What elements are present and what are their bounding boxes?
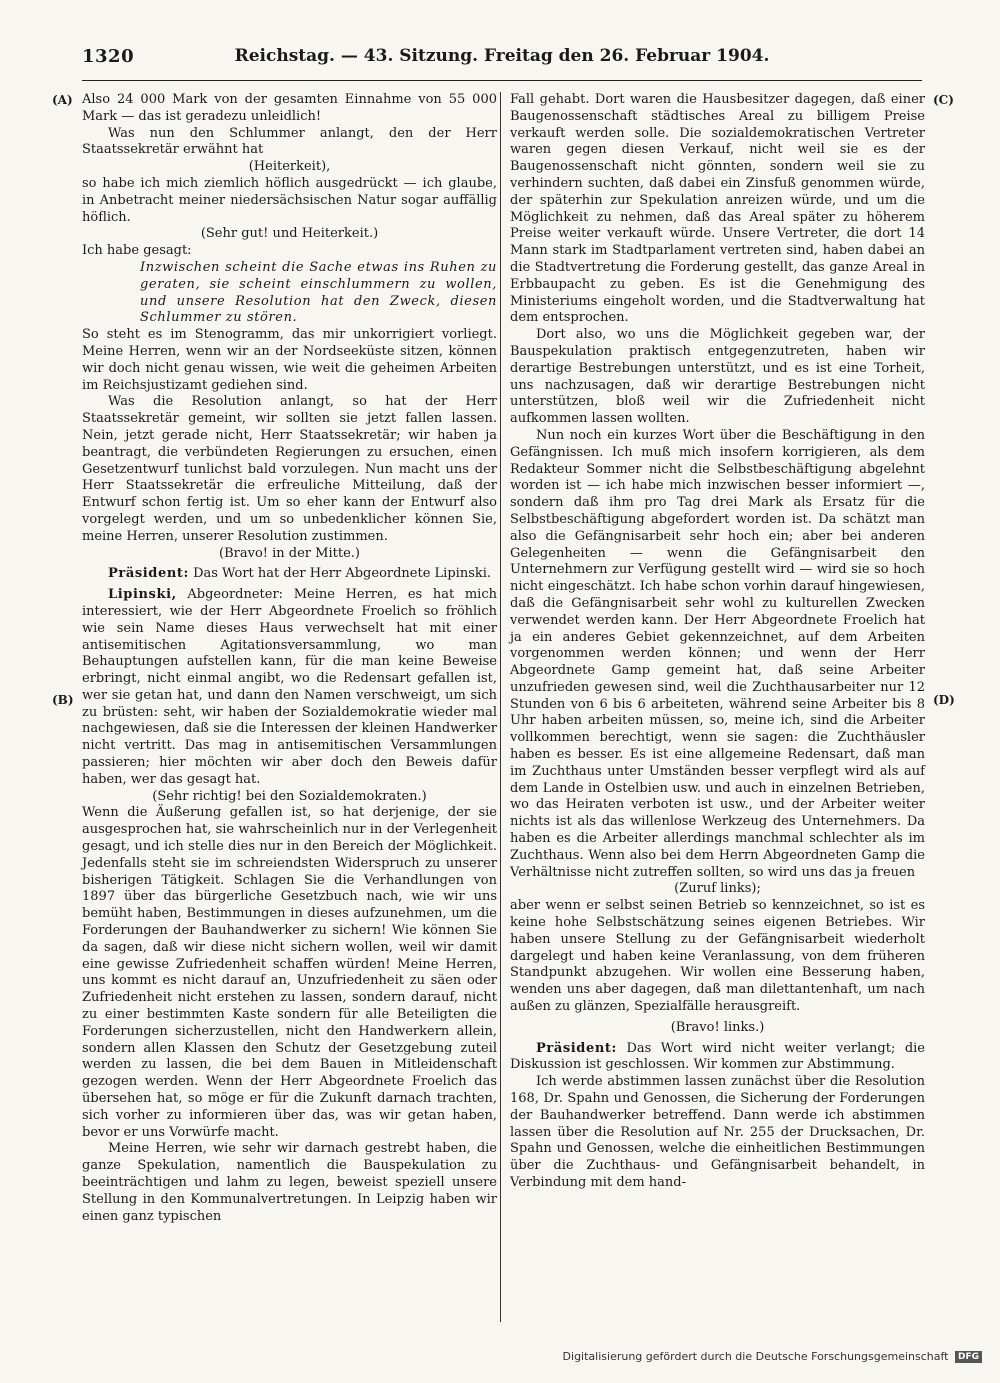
speaker-name: Präsident: (536, 1040, 617, 1056)
speech-text: Das Wort wird nicht weiter verlangt; die Diskussion ist geschlossen. Wir kommen zur Abstimmung. (510, 1040, 926, 1073)
paragraph: Wenn die Äußerung gefallen ist, so hat derjenige, der sie ausgesprochen hat, sie wahrscheinlich nur in der Verlegenheit gesagt, und ich stelle dies nur in den Bereich der Möglichkeit. Jedenfalls steht sie im schreiendsten Widerspruch zu unserer bisherigen Tätigkeit. Schlagen Sie die Verhandlungen von 1897 über das bürgerliche Gesetzbuch nach, wie wir uns bemüht haben, Bestimmungen in dieses aufzunehmen, um die Forderungen der Bauhandwerker zu sichern! Wie können Sie da sagen, daß wir diese nicht sichern wollen, weil wir damit eine gewisse Zufriedenheit schaffen würden! Meine Herren, uns kommt es nicht darauf an, Unzufriedenheit zu säen oder Zufriedenheit nicht erstehen zu lassen, sondern darauf, nicht zu einer bestimmten Kaste sondern für alle Beteiligten die Forderungen sicherzustellen, nicht den Handwerkern allein, sondern allen Klassen den Schutz der Gesetzgebung zuteil werden zu lassen, die bei dem Bauen in Mitleidenschaft gezogen werden. Wenn der Herr Abgeordnete Froelich das übersehen hat, so möge er für die Zukunft darnach trachten, sich vorher zu informieren über das, was wir getan haben, bevor er uns Vorwürfe macht. (82, 805, 497, 1140)
margin-marker-b: (B) (52, 693, 74, 707)
paragraph: Dort also, wo uns die Möglichkeit gegeben war, der Bauspekulation praktisch entgegenzutreten, haben wir derartige Bestrebungen unterstützt, und es ist eine Torheit, uns nachzusagen, daß wir derartige Bestrebungen nicht unterstützen, bloß weil wir die Zufriedenheit nicht aufkommen lassen wollten. (510, 327, 925, 427)
running-title: Reichstag. — 43. Sitzung. Freitag den 26. Februar 1904. (234, 46, 770, 66)
margin-marker-c: (C) (933, 93, 954, 107)
interjection: (Heiterkeit), (248, 159, 331, 175)
speaker-paragraph (510, 1041, 925, 1075)
paragraph: Ich habe gesagt: (82, 243, 192, 259)
interjection: (Sehr gut! und Heiterkeit.) (200, 226, 379, 242)
page-number: 1320 (82, 46, 135, 67)
credit-text: Digitalisierung gefördert durch die Deutsche Forschungsgemeinschaft (562, 1350, 949, 1363)
paragraph: Nun noch ein kurzes Wort über die Beschäftigung in den Gefängnissen. Ich muß mich insofern korrigieren, als dem Redakteur Sommer nicht die Selbstbeschäftigung abgelehnt worden ist — ich habe mich inzwischen besser informiert —, sondern daß ihm pro Tag drei Mark als Ersatz für die Selbstbeschäftigung abgefordert worden ist. Da schätzt man also die Gefängnisarbeit sehr hoch ein; aber bei anderen Gelegenheiten — wenn die Gefängnisarbeit den Unternehmern zur Verfügung gestellt wird — wird sie so hoch nicht eingeschätzt. Ich habe schon vorhin darauf hingewiesen, daß die Gefängnisarbeit sehr wohl zu kulturellen Zwecken verwendet werden kann. Der Herr Abgeordnete Froelich hat ja ein anderes Gebiet gekennzeichnet, auf dem Arbeiten vorgenommen werden können; und wenn der Herr Abgeordnete Gamp gemeint hat, daß seine Arbeiter unzufrieden gewesen sind, weil die Zuchthausarbeiter nur 12 Stunden von 6 bis 6 arbeiteten, während seine Arbeiter bis 8 Uhr haben arbeiten müssen, so, meine ich, sind die Arbeiter vollkommen berechtigt, wenn sie sagen: die Zuchthäusler haben es besser. Es ist eine allgemeine Redensart, daß man im Zuchthaus unter Umständen besser verpflegt wird als auf dem Lande in Ostelbien usw. und auch in einzelnen Betrieben, wo das Heiraten verboten ist usw., und der Arbeiter weiter nichts ist als das willenlose Werkzeug des Unternehmers. Da haben es die Arbeiter allerdings manchmal schlechter als im Zuchthaus. Wenn also bei dem Herrn Abgeordneten Gamp die Verhältnisse nicht zutreffen sollten, so wird uns das ja freuen (510, 427, 925, 880)
right-column (510, 92, 925, 1192)
dfg-logo: DFG (955, 1351, 982, 1363)
digitization-credit (563, 1350, 982, 1363)
speaker-paragraph (82, 587, 497, 789)
block-quote: Inzwischen scheint die Sache etwas ins Ruhen zu geraten, sie scheint einschlummern zu wollen, und unsere Resolution hat den Zweck, diesen Schlummer zu stören. (140, 259, 497, 326)
header-rule (82, 80, 922, 81)
paragraph: Fall gehabt. Dort waren die Hausbesitzer dagegen, daß einer Baugenossenschaft städtisches Areal zu billigem Preise verkauft werden solle. Die sozialdemokratischen Vertreter waren gegen diesen Verkauf, nicht weil sie es der Baugenossenschaft nicht gönnten, sondern weil sie zu verhindern suchten, daß dabei ein Zinsfuß genommen würde, der späterhin zur Spekulation anreizen würde, und um die Möglichkeit zu nehmen, daß das Areal später zu höherem Preise weiter verkauft würde. Unsere Vertreter, die dort 14 Mann stark im Stadtparlament vertreten sind, haben dabei an die Stadtvertretung die Forderung gestellt, das ganze Areal in Erbbaupacht zu geben. Es ist die Genehmigung des Ministeriums eingeholt worden, und die Stadtverwaltung hat dem entsprochen. (510, 92, 925, 326)
paragraph: Was die Resolution anlangt, so hat der Herr Staatssekretär gemeint, wir sollten sie jetzt fallen lassen. Nein, jetzt gerade nicht, Herr Staatssekretär; wir haben ja beantragt, die verbündeten Regierungen zu ersuchen, einen Gesetzentwurf tunlichst bald vorzulegen. Nun macht uns der Herr Staatssekretär die erfreuliche Mitteilung, daß der Entwurf schon fertig ist. Um so eher kann der Entwurf also vorgelegt werden, und um so unbedenklicher können Sie, meine Herren, unserer Resolution zustimmen. (82, 394, 497, 544)
speaker-name: Präsident: (108, 566, 189, 582)
margin-marker-a: (A) (52, 93, 73, 107)
paragraph: Ich werde abstimmen lassen zunächst über die Resolution 168, Dr. Spahn und Genossen, die Sicherung der Forderungen der Bauhandwerker betreffend. Dann werde ich abstimmen lassen über die Resolution auf Nr. 255 der Drucksachen, Dr. Spahn und Genossen, welche die einheitlichen Bestimmungen über die Zuchthaus- und Gefängnisarbeit behandelt, in Verbindung mit dem hand- (510, 1074, 925, 1190)
paragraph: So steht es im Stenogramm, das mir unkorrigiert vorliegt. Meine Herren, wenn wir an der Nordseeküste sitzen, können wir doch nicht genau wissen, wie weit die geheimen Arbeiten im Reichsjustizamt gediehen sind. (82, 327, 497, 393)
paragraph: aber wenn er selbst seinen Betrieb so kennzeichnet, so ist es keine hohe Selbstschätzung seines eigenen Betriebes. Wir haben unsere Stellung zu der Gefängnisarbeit wiederholt dargelegt und haben keine Veranlassung, von dem früheren Standpunkt abzugehen. Wir wollen eine Besserung haben, wenden uns aber dagegen, daß man dilettantenhaft, um nach außen zu glänzen, Spezialfälle herausgreift. (510, 898, 925, 1015)
margin-marker-d: (D) (933, 693, 955, 707)
speaker-paragraph (82, 566, 497, 583)
paragraph: Was nun den Schlummer anlangt, den der Herr Staatssekretär erwähnt hat (82, 125, 497, 158)
speech-text: Das Wort hat der Herr Abgeordnete Lipinski. (193, 566, 492, 582)
interjection: (Zuruf links); (674, 881, 761, 897)
interjection: (Bravo! in der Mitte.) (219, 545, 360, 561)
left-column (82, 92, 497, 1225)
column-divider (500, 92, 501, 1322)
paragraph: so habe ich mich ziemlich höflich ausgedrückt — ich glaube, in Anbetracht meiner niedersächsischen Natur sogar auffällig höflich. (82, 175, 497, 225)
interjection: (Sehr richtig! bei den Sozialdemokraten.) (152, 788, 427, 804)
speaker-name: Lipinski, (108, 587, 177, 603)
paragraph: Meine Herren, wie sehr wir darnach gestrebt haben, die ganze Spekulation, namentlich die Bauspekulation zu beeinträchtigen und lahm zu legen, beweist speziell unsere Stellung in den Kommunalvertretungen. In Leipzig haben wir einen ganz typischen (82, 1141, 497, 1224)
paragraph: Also 24 000 Mark von der gesamten Einnahme von 55 000 Mark — das ist geradezu unleidlich! (82, 92, 497, 124)
speech-text: Abgeordneter: Meine Herren, es hat mich interessiert, wie der Herr Abgeordnete Froelich so fröhlich wie sein Name dieses Haus verwechselt hat mit einer antisemitischen Agitationsversammlung, wo man Behauptungen aufstellen kann, für die man keine Beweise erbringt, nicht einmal angibt, wo die Redensart gefallen ist, wer sie getan hat, und dann den Namen verschweigt, um sich zu brüsten: seht, wir haben der Sozialdemokratie wieder mal nachgewiesen, daß sie die Interessen der kleinen Handwerker nicht vertritt. Das mag in antisemitischen Versammlungen passieren; hier möchten wir aber doch den Beweis dafür haben, wer das gesagt hat. (82, 587, 497, 787)
page-header (82, 44, 922, 72)
interjection: (Bravo! links.) (670, 1019, 765, 1035)
